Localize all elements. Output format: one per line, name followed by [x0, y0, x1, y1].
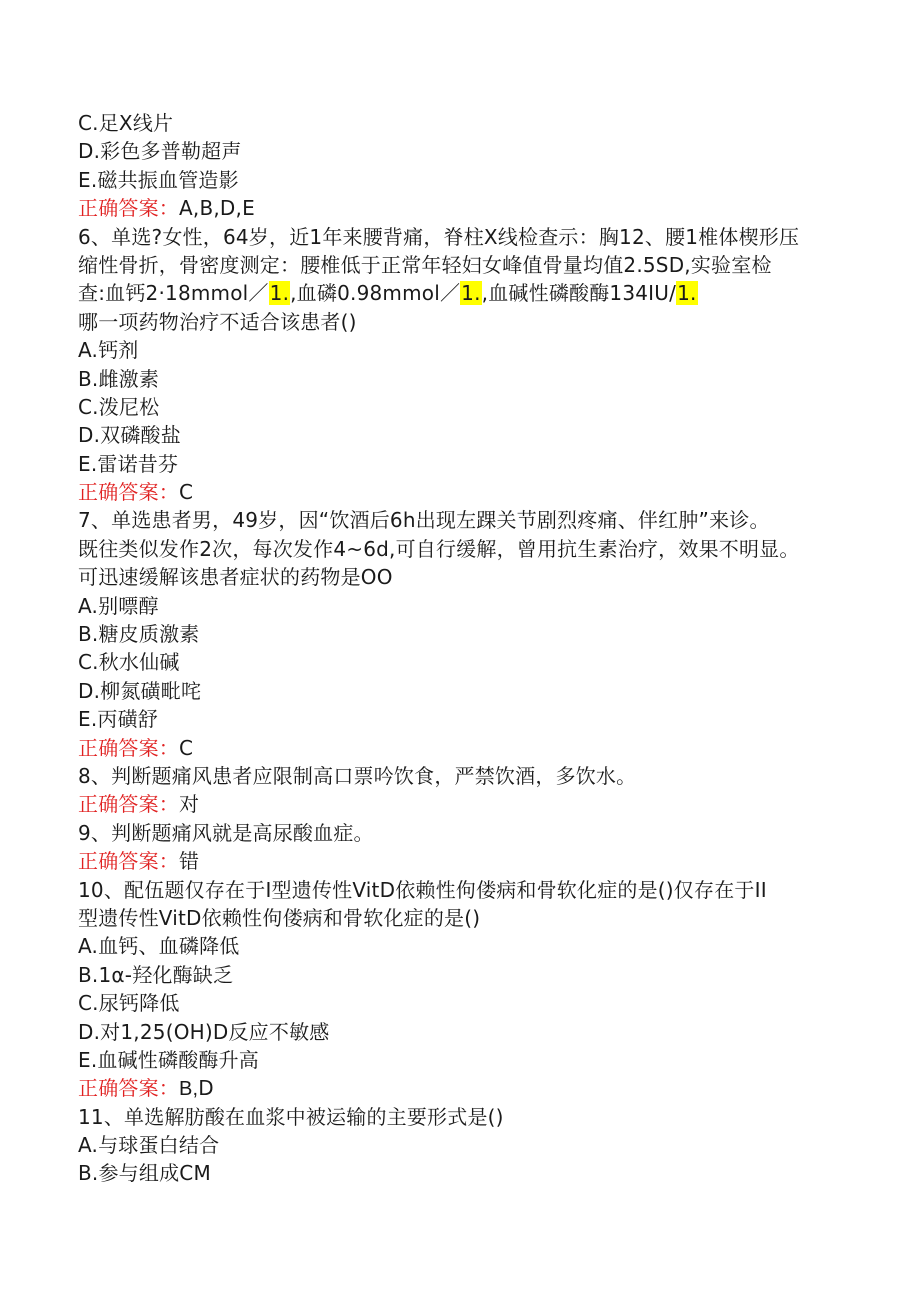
option-c: C.尿钙降低 [78, 991, 180, 1016]
answer-value: A,B,D,E [179, 196, 255, 221]
question-text-line [78, 279, 838, 307]
option-d: D.双磷酸盐 [78, 423, 181, 448]
question-text-line: 既往类似发作2次，每次发作4~6d,可自行缓解，曾用抗生素治疗，效果不明显。 [78, 536, 800, 561]
answer-value: C [179, 735, 194, 760]
answer-line [78, 790, 838, 818]
answer-label: 正确答案： [78, 1076, 179, 1101]
question-text-line: 10、配伍题仅存在于I型遗传性VitD依赖性佝偻病和骨软化症的是()仅存在于II [78, 877, 767, 902]
option-c: C.泼尼松 [78, 394, 160, 419]
answer-value: C [179, 480, 194, 505]
answer-label: 正确答案： [78, 196, 179, 221]
highlighted-text: 1. [269, 281, 290, 306]
answer-value: 对 [179, 792, 200, 817]
answer-label: 正确答案： [78, 480, 179, 505]
highlighted-text: 1. [461, 281, 481, 306]
option-d: D.彩色多普勒超声 [78, 139, 242, 164]
option-c: C.秋水仙碱 [78, 650, 180, 675]
answer-value: 错 [179, 849, 200, 874]
option-d: D.柳氮磺毗咤 [78, 678, 202, 703]
option-b: B.1α-羟化酶缺乏 [78, 962, 234, 987]
question-6 [78, 223, 838, 507]
option-a: A.血钙、血磷降低 [78, 934, 240, 959]
answer-line [78, 847, 838, 875]
text-fragment: ,血磷0.98mmol／ [290, 281, 461, 306]
question-7 [78, 506, 838, 762]
answer-line [78, 734, 838, 762]
option-b: B.糖皮质激素 [78, 622, 200, 647]
question-text-line: 哪一项药物治疗不适合该患者() [78, 309, 357, 334]
highlighted-text: 1. [677, 281, 697, 306]
option-e: E.血碱性磷酸酶升高 [78, 1047, 259, 1072]
option-c: C.足X线片 [78, 111, 174, 135]
option-a: A.与球蛋白结合 [78, 1133, 220, 1158]
option-e: E.磁共振血管造影 [78, 167, 239, 192]
answer-label: 正确答案： [78, 735, 179, 760]
document-page [78, 109, 838, 1188]
answer-value: B, [179, 1078, 199, 1101]
question-text-line: 型遗传性VitD依赖性佝偻病和骨软化症的是() [78, 905, 481, 930]
option-d: D.对1,25(OH)D反应不敏感 [78, 1019, 330, 1044]
answer-label: 正确答案： [78, 849, 179, 874]
option-b: B.雌激素 [78, 366, 160, 391]
option-b: B.参与组成CM [78, 1161, 211, 1186]
question-10 [78, 876, 838, 1103]
answer-line [78, 478, 838, 506]
answer-line [78, 194, 838, 222]
answer-label: 正确答案： [78, 792, 179, 817]
question-8 [78, 762, 838, 819]
question-text-line: 9、判断题痛风就是高尿酸血症。 [78, 820, 374, 845]
question-text-line: 可迅速缓解该患者症状的药物是OO [78, 565, 393, 590]
option-e: E.雷诺昔芬 [78, 451, 179, 476]
answer-line [78, 1074, 838, 1102]
text-fragment: 查:血钙2·18mmol／ [78, 281, 269, 306]
text-fragment: ,血碱性磷酸酶134IU/ [481, 281, 677, 306]
question-text-line: 缩性骨折，骨密度测定：腰椎低于正常年轻妇女峰值骨量均值2.5SD,实验室检 [78, 252, 772, 277]
option-a: A.别嘌醇 [78, 593, 159, 618]
question-text-line: 7、单选患者男，49岁，因“饮酒后6h出现左踝关节剧烈疼痛、伴红肿”来诊。 [78, 508, 770, 533]
question-text-line: 6、单选?女性，64岁，近1年来腰背痛，脊柱X线检查示：胸12、腰1椎体楔形压 [78, 224, 800, 249]
option-e: E.丙磺舒 [78, 707, 158, 732]
question-5-tail [78, 109, 838, 223]
question-11 [78, 1103, 838, 1188]
question-9 [78, 819, 838, 876]
question-text-line: 11、单选解肪酸在血浆中被运输的主要形式是() [78, 1104, 504, 1129]
option-a: A.钙剂 [78, 338, 139, 363]
question-text-line: 8、判断题痛风患者应限制高口票吟饮食，严禁饮酒，多饮水。 [78, 763, 637, 788]
answer-value: D [198, 1076, 214, 1101]
